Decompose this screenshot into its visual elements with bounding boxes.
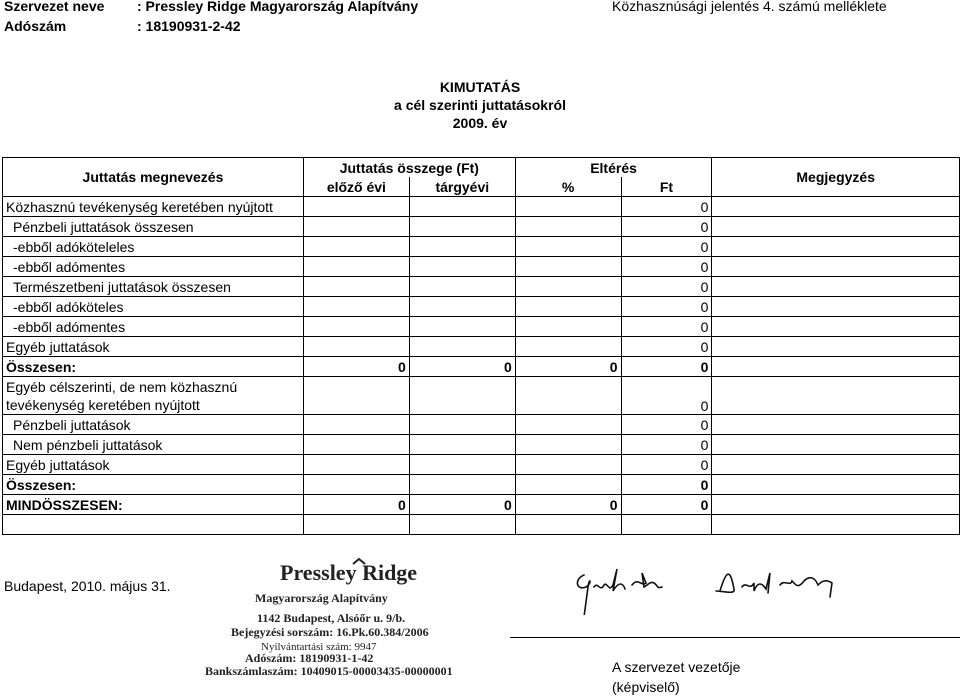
row-ft: 0	[621, 377, 712, 415]
row-ft: 0	[621, 415, 712, 435]
row-label-line2: tevékenység keretében nyújtott	[6, 396, 200, 413]
row-ft: 0	[621, 455, 712, 475]
row-label: Egyéb juttatások	[3, 337, 304, 357]
row-label: MINDÖSSZESEN:	[3, 495, 304, 515]
table-row	[3, 317, 960, 337]
row-ft: 0	[621, 337, 712, 357]
row-curr: 0	[409, 495, 515, 515]
row-pct: 0	[515, 357, 621, 377]
row-label: Közhasznú tevékenység keretében nyújtott	[3, 197, 304, 217]
row-ft: 0	[621, 257, 712, 277]
row-label: Nem pénzbeli juttatások	[3, 435, 304, 455]
col-prev-header: előző évi	[303, 177, 409, 197]
row-prev: 0	[303, 357, 409, 377]
row-label: Összesen:	[3, 475, 304, 495]
row-label: Egyéb juttatások	[3, 455, 304, 475]
table-row-subtotal	[3, 357, 960, 377]
row-label-line1: Egyéb célszerinti, de nem közhasznú	[6, 378, 238, 395]
col-note-header: Megjegyzés	[712, 158, 960, 197]
table-row	[3, 377, 960, 415]
leader-role: (képviselő)	[612, 679, 680, 695]
svg-text:Pressley Ridge: Pressley Ridge	[280, 560, 418, 585]
col-curr-header: tárgyévi	[409, 177, 515, 197]
table-row	[3, 197, 960, 217]
row-label	[3, 377, 304, 415]
table-row	[3, 257, 960, 277]
col-ft-header: Ft	[621, 177, 712, 197]
tax-number-label: Adószám	[4, 18, 67, 34]
row-curr: 0	[409, 357, 515, 377]
col-diff-header: Eltérés	[515, 158, 712, 178]
row-label: Természetbeni juttatások összesen	[3, 277, 304, 297]
col-name-header: Juttatás megnevezés	[3, 158, 304, 197]
table-row	[3, 217, 960, 237]
table-row	[3, 337, 960, 357]
place-date: Budapest, 2010. május 31.	[4, 578, 171, 594]
report-year: 2009. év	[452, 115, 508, 131]
row-label: Pénzbeli juttatások	[3, 415, 304, 435]
row-ft: 0	[621, 475, 712, 495]
svg-text:1142 Budapest, Alsóőr u. 9/b.: 1142 Budapest, Alsóőr u. 9/b.	[257, 611, 406, 625]
org-name-label: Szervezet neve	[4, 0, 105, 14]
row-ft: 0	[621, 435, 712, 455]
row-ft: 0	[621, 217, 712, 237]
table-row	[3, 455, 960, 475]
row-label: -ebből adómentes	[3, 257, 304, 277]
leader-title: A szervezet vezetője	[612, 659, 741, 675]
col-amount-header: Juttatás összege (Ft)	[303, 158, 515, 178]
handwritten-signature	[570, 565, 870, 615]
table-row	[3, 237, 960, 257]
row-ft: 0	[621, 197, 712, 217]
svg-text:Adószám: 18190931-1-42: Adószám: 18190931-1-42	[245, 651, 374, 665]
tax-number-value: : 18190931-2-42	[137, 18, 241, 34]
row-ft: 0	[621, 495, 712, 515]
row-ft: 0	[621, 237, 712, 257]
report-title: KIMUTATÁS	[439, 79, 521, 95]
col-pct-header: %	[515, 177, 621, 197]
row-label: -ebből adóköteles	[3, 297, 304, 317]
svg-text:Magyarország Alapítvány: Magyarország Alapítvány	[255, 591, 388, 605]
table-row-grand-total	[3, 495, 960, 515]
table-row-subtotal	[3, 475, 960, 495]
benefits-table	[2, 157, 960, 535]
table-row	[3, 415, 960, 435]
table-row	[3, 277, 960, 297]
svg-text:Bankszámlaszám: 10409015-00003: Bankszámlaszám: 10409015-00003435-00000001	[205, 664, 453, 678]
row-prev: 0	[303, 495, 409, 515]
table-header-row	[3, 158, 960, 178]
signature-line	[510, 637, 960, 638]
svg-text:Nyilvántartási szám: 9947: Nyilvántartási szám: 9947	[261, 641, 377, 653]
row-ft: 0	[621, 317, 712, 337]
row-label: Pénzbeli juttatások összesen	[3, 217, 304, 237]
table-row-empty	[3, 515, 960, 535]
row-label: Összesen:	[3, 357, 304, 377]
row-pct: 0	[515, 495, 621, 515]
leader-caption	[612, 657, 740, 697]
row-label: -ebből adóköteleles	[3, 237, 304, 257]
table-row	[3, 297, 960, 317]
table-row	[3, 435, 960, 455]
row-ft: 0	[621, 297, 712, 317]
annex-note: Közhasznúsági jelentés 4. számú melléklete	[612, 0, 887, 14]
row-ft: 0	[621, 357, 712, 377]
svg-text:Bejegyzési sorszám: 16.Pk.60.3: Bejegyzési sorszám: 16.Pk.60.384/2006	[231, 625, 429, 639]
organization-stamp	[205, 558, 490, 683]
row-label: -ebből adómentes	[3, 317, 304, 337]
report-subtitle: a cél szerinti juttatásokról	[394, 97, 566, 113]
row-ft: 0	[621, 277, 712, 297]
org-name-value: : Pressley Ridge Magyarország Alapítvány	[137, 0, 419, 14]
